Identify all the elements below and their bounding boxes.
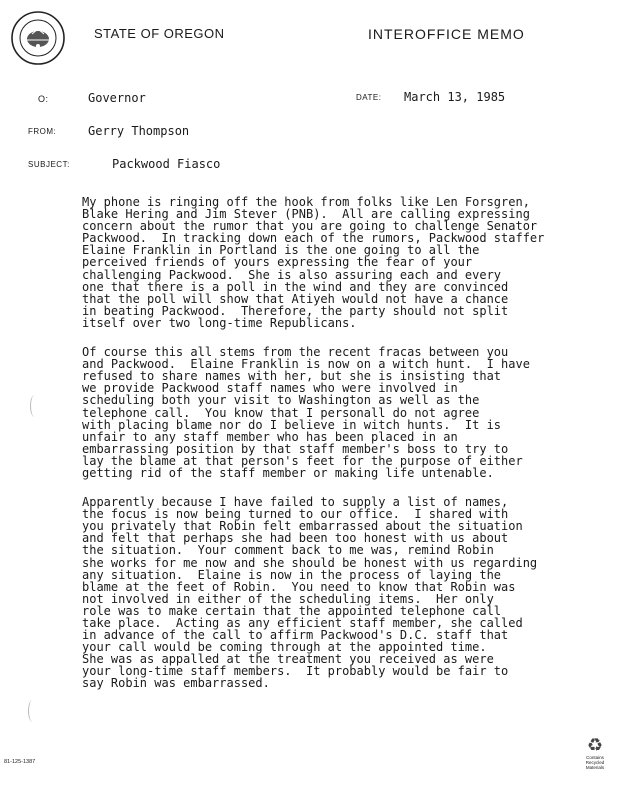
memo-line: role was to make certain that the appointed telephone call — [82, 603, 502, 618]
memo-line: the focus is now being turned to our office. I shared with — [82, 507, 509, 522]
memo-line: My phone is ringing off the hook from folks like Len Forsgren, — [82, 195, 530, 209]
memo-line: your call would be coming through at the appointed time. — [82, 640, 487, 655]
memo-line: challenging Packwood. She is also assuring each and every — [82, 267, 502, 282]
margin-mark — [28, 700, 37, 722]
memo-line: Of course this all stems from the recent fracas between you — [82, 345, 509, 360]
memo-line: itself over two long-time Republicans. — [82, 315, 357, 330]
memo-line: we provide Packwood staff names who were involved in — [82, 381, 458, 396]
memo-line: not involved in either of the scheduling items. Her only — [82, 591, 494, 606]
memo-line: concern about the rumor that you are going to challenge Senator — [82, 219, 538, 234]
subject-value: Packwood Fiasco — [112, 157, 221, 171]
memo-line: that the poll will show that Atiyeh would not have a chance — [82, 291, 509, 306]
memo-line: Apparently because I have failed to supply a list of names, — [82, 495, 509, 510]
form-number: 81-125-1387 — [4, 759, 36, 765]
memo-paragraph — [82, 346, 612, 479]
memo-line: in beating Packwood. Therefore, the party should not split — [82, 303, 509, 318]
memo-line: the situation. Your comment back to me was, remind Robin — [82, 543, 494, 558]
memo-line: you privately that Robin felt embarrassed about the situation — [82, 519, 523, 534]
memo-line: unfair to any staff member who has been placed in an — [82, 429, 458, 444]
memo-line: in advance of the call to affirm Packwood's D.C. staff that — [82, 628, 509, 643]
recycle-icon: ♻ — [586, 735, 604, 755]
memo-paragraph — [82, 496, 612, 690]
subject-label: SUBJECT: — [28, 160, 70, 169]
from-label: FROM: — [28, 127, 57, 136]
state-name: STATE OF OREGON — [94, 26, 225, 41]
memo-line: Packwood. In tracking down each of the rumors, Packwood staffer — [82, 231, 545, 246]
from-value: Gerry Thompson — [88, 124, 190, 138]
margin-mark — [30, 395, 39, 417]
recycled-materials-mark — [580, 735, 610, 777]
memo-line: say Robin was embarrassed. — [82, 676, 270, 691]
state-seal-logo — [10, 10, 66, 66]
memo-body — [82, 196, 612, 707]
date-value: March 13, 1985 — [404, 90, 506, 104]
memo-line: she works for me now and she should be honest with us regarding — [82, 555, 538, 570]
memo-line: blame at the feet of Robin. You need to know that Robin was — [82, 579, 516, 594]
to-value: Governor — [88, 91, 146, 105]
recycled-note: Contains Recycled Materials — [585, 755, 605, 770]
memo-line: lay the blame at that person's feet for the purpose of either — [82, 453, 523, 468]
date-label: DATE: — [356, 93, 382, 102]
memo-line: Blake Hering and Jim Stever (PNB). All are calling expressing — [82, 207, 530, 222]
memo-line: and felt that perhaps she had been too honest with us about — [82, 531, 509, 546]
memo-line: with placing blame nor do I believe in witch hunts. It is — [82, 417, 502, 432]
memo-line: refused to share names with her, but she is insisting that — [82, 369, 502, 384]
memo-line: embarrassing position by that staff member's boss to try to — [82, 441, 509, 456]
memo-line: and Packwood. Elaine Franklin is now on a witch hunt. I have — [82, 357, 530, 372]
memo-line: perceived friends of yours expressing the fear of your — [82, 255, 473, 270]
memo-line: take place. Acting as any efficient staff member, she called — [82, 616, 523, 630]
memo-line: She was as appalled at the treatment you received as were — [82, 652, 494, 667]
memo-line: any situation. Elaine is now in the process of laying the — [82, 567, 502, 582]
memo-line: Elaine Franklin in Portland is the one going to all the — [82, 243, 480, 258]
memo-line: telephone call. You know that I personall do not agree — [82, 405, 480, 420]
memo-line: your long-time staff members. It probably would be fair to — [82, 664, 509, 679]
memo-line: one that there is a poll in the wind and they are convinced — [82, 279, 509, 294]
memo-line: getting rid of the staff member or making life untenable. — [82, 465, 494, 480]
to-label: O: — [38, 94, 49, 104]
memo-paragraph — [82, 196, 612, 329]
memo-type-title: INTEROFFICE MEMO — [368, 26, 525, 42]
memo-line: scheduling both your visit to Washington as well as the — [82, 393, 480, 408]
